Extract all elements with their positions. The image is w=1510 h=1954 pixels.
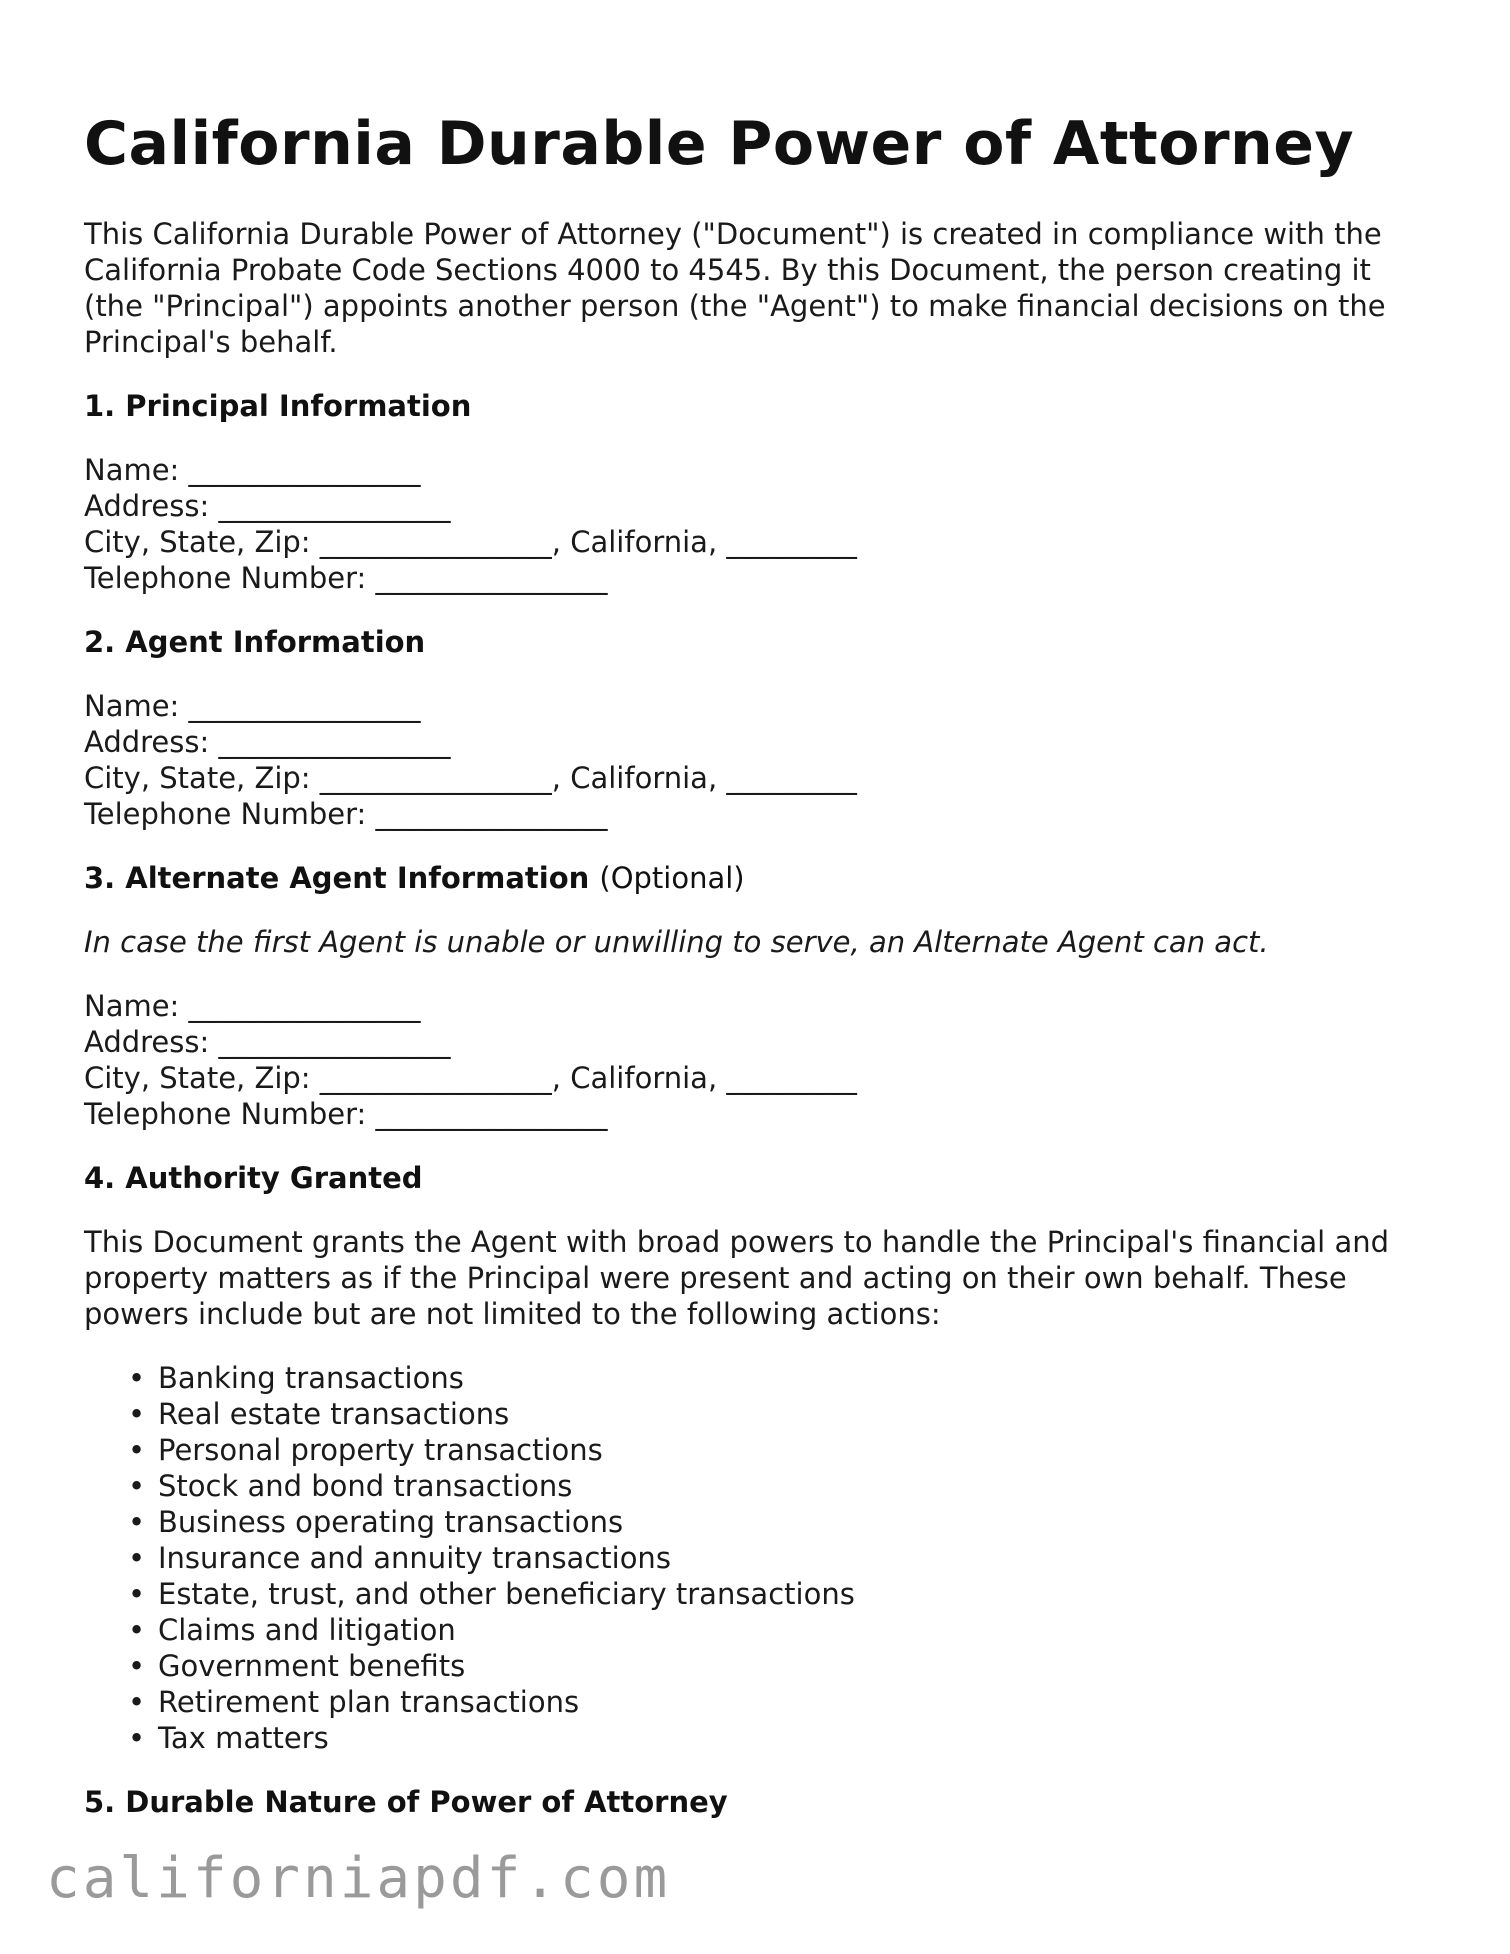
bullet-icon: • — [128, 1469, 146, 1503]
principal-section-heading: 1. Principal Information — [84, 389, 472, 423]
document-page — [84, 104, 1424, 1848]
list-item: • Personal property transactions — [128, 1433, 603, 1467]
agent-name-field[interactable]: Name: ________________ — [84, 689, 421, 723]
bullet-icon: • — [128, 1397, 146, 1431]
alternate-heading-text: 3. Alternate Agent Information — [84, 861, 590, 895]
list-item: • Government benefits — [128, 1649, 466, 1683]
list-item: • Banking transactions — [128, 1361, 464, 1395]
list-item: • Estate, trust, and other beneficiary transactions — [128, 1577, 855, 1611]
alternate-city-field[interactable]: City, State, Zip: ________________, California, _________ — [84, 1061, 857, 1095]
alternate-agent-section-heading — [84, 860, 1424, 896]
list-item: • Insurance and annuity transactions — [128, 1541, 671, 1575]
agent-address-field[interactable]: Address: ________________ — [84, 725, 451, 759]
principal-name-field[interactable]: Name: ________________ — [84, 453, 421, 487]
bullet-icon: • — [128, 1433, 146, 1467]
alternate-agent-note: In case the first Agent is unable or unwilling to serve, an Alternate Agent can act. — [84, 925, 1269, 959]
bullet-icon: • — [128, 1505, 146, 1539]
agent-section-heading: 2. Agent Information — [84, 625, 426, 659]
alternate-name-field[interactable]: Name: ________________ — [84, 989, 421, 1023]
principal-city-field[interactable]: City, State, Zip: ________________, California, _________ — [84, 525, 857, 559]
list-item: • Business operating transactions — [128, 1505, 624, 1539]
powers-list — [84, 1360, 1424, 1756]
bullet-icon: • — [128, 1685, 146, 1719]
list-item: • Tax matters — [128, 1721, 329, 1755]
bullet-icon: • — [128, 1361, 146, 1395]
bullet-icon: • — [128, 1577, 146, 1611]
list-item: • Stock and bond transactions — [128, 1469, 573, 1503]
agent-city-field[interactable]: City, State, Zip: ________________, California, _________ — [84, 761, 857, 795]
principal-address-field[interactable]: Address: ________________ — [84, 489, 451, 523]
list-item: • Real estate transactions — [128, 1397, 510, 1431]
list-item: • Claims and litigation — [128, 1613, 456, 1647]
authority-section-heading: 4. Authority Granted — [84, 1161, 423, 1195]
principal-fields — [84, 452, 1424, 596]
agent-phone-field[interactable]: Telephone Number: ________________ — [84, 797, 608, 831]
bullet-icon: • — [128, 1721, 146, 1755]
alternate-phone-field[interactable]: Telephone Number: ________________ — [84, 1097, 608, 1131]
authority-paragraph: This Document grants the Agent with broad powers to handle the Principal's financial and property matters as if the Principal were present and acting on their own behalf. These powers include but are not limited to the following actions: — [84, 1225, 1389, 1331]
principal-phone-field[interactable]: Telephone Number: ________________ — [84, 561, 608, 595]
durable-section-heading: 5. Durable Nature of Power of Attorney — [84, 1785, 728, 1819]
list-item: • Retirement plan transactions — [128, 1685, 580, 1719]
alternate-address-field[interactable]: Address: ________________ — [84, 1025, 451, 1059]
intro-paragraph: This California Durable Power of Attorney ("Document") is created in compliance with the California Probate Code Sections 4000 to 4545. By this Document, the person creating it (the "Principal") appoints another person (the "Agent") to make financial decisions on the Principal's behalf. — [84, 217, 1386, 359]
document-title: California Durable Power of Attorney — [84, 109, 1355, 179]
bullet-icon: • — [128, 1649, 146, 1683]
optional-label: (Optional) — [599, 861, 745, 895]
agent-fields — [84, 688, 1424, 832]
alternate-fields — [84, 988, 1424, 1132]
watermark: californiapdf.com — [46, 1846, 671, 1911]
bullet-icon: • — [128, 1613, 146, 1647]
bullet-icon: • — [128, 1541, 146, 1575]
